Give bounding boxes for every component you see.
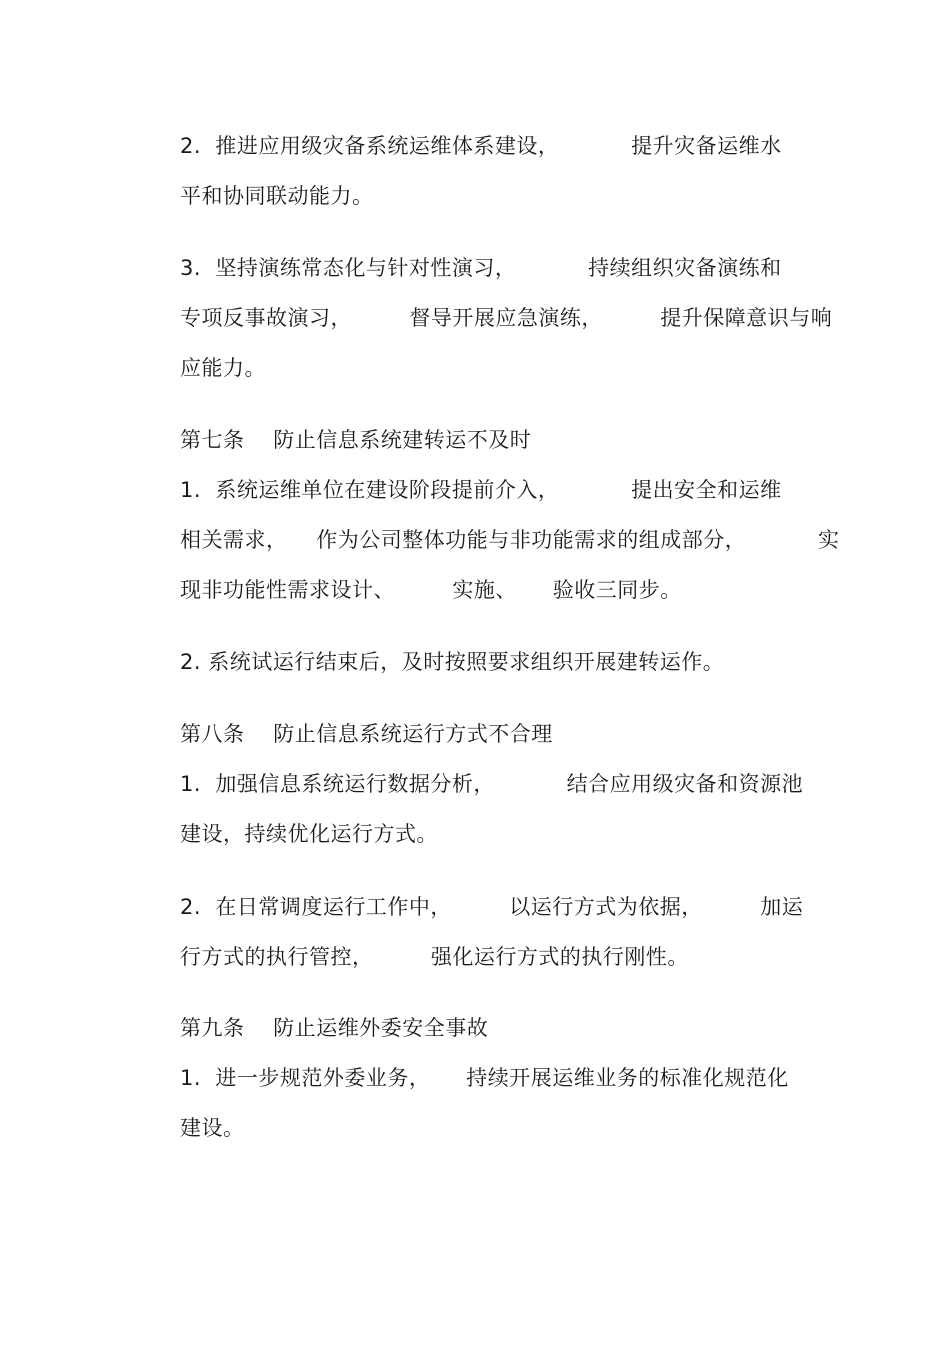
paragraph-line: 3. 坚持演练常态化与针对性演习， 持续组织灾备演练和 (180, 256, 782, 280)
paragraph-line: 1. 进一步规范外委业务， 持续开展运维业务的标准化规范化 (180, 1066, 789, 1090)
section-heading: 第七条 防止信息系统建转运不及时 (180, 428, 532, 452)
paragraph-line: 2. 在日常调度运行工作中， 以运行方式为依据， 加运 (180, 895, 804, 919)
paragraph-line: 建设，持续优化运行方式。 (180, 822, 438, 846)
paragraph-line: 现非功能性需求设计、 实施、 验收三同步。 (180, 578, 682, 602)
paragraph-line: 专项反事故演习， 督导开展应急演练， 提升保障意识与响 (180, 306, 833, 330)
paragraph-line: 2. 系统试运行结束后，及时按照要求组织开展建转运作。 (180, 650, 725, 674)
paragraph-line: 平和协同联动能力。 (180, 184, 374, 208)
section-heading: 第八条 防止信息系统运行方式不合理 (180, 722, 553, 746)
paragraph-line: 1. 加强信息系统运行数据分析， 结合应用级灾备和资源池 (180, 772, 804, 796)
paragraph-line: 行方式的执行管控， 强化运行方式的执行刚性。 (180, 945, 689, 969)
section-heading: 第九条 防止运维外委安全事故 (180, 1016, 489, 1040)
paragraph-line: 建设。 (180, 1116, 245, 1140)
paragraph-line: 2. 推进应用级灾备系统运维体系建设， 提升灾备运维水 (180, 134, 782, 158)
paragraph-line: 1. 系统运维单位在建设阶段提前介入， 提出安全和运维 (180, 478, 782, 502)
paragraph-line: 相关需求， 作为公司整体功能与非功能需求的组成部分， 实 (180, 528, 840, 552)
paragraph-line: 应能力。 (180, 356, 266, 380)
